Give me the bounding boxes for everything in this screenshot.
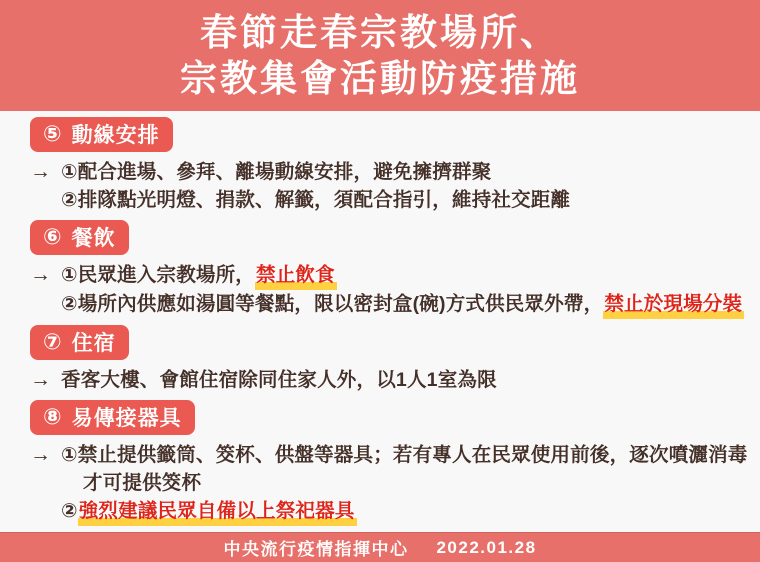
item-text: ①禁止提供籤筒、筊杯、供盤等器具；若有專人在民眾使用前後，逐次噴灑消毒 [61, 444, 748, 466]
arrow-icon: → [30, 443, 52, 466]
item-text: 才可提供筊杯 [83, 472, 202, 494]
list-item [30, 290, 748, 319]
item-text: 香客大樓、會館住宿除同住家人外，以1人1室為限 [61, 369, 497, 391]
footer-organization: 中央流行疫情指揮中心 [223, 540, 409, 559]
section-number: ⑦ [43, 329, 63, 354]
list-item [30, 261, 748, 290]
arrow-icon: → [30, 263, 52, 286]
section-title: 動線安排 [71, 124, 160, 147]
poster-body [0, 111, 760, 532]
item-text: ②場所內供應如湯圓等餐點，限以密封盒(碗)方式供民眾外帶， [61, 293, 604, 315]
section-number: ⑧ [43, 404, 63, 429]
list-item [30, 366, 748, 394]
section-badge [30, 117, 173, 152]
section-number: ⑤ [43, 121, 63, 146]
poster-title-line1: 春節走春宗教場所、 [200, 11, 560, 53]
list-item [30, 497, 748, 526]
item-text: ② [61, 500, 78, 522]
item-text: ②排隊點光明燈、捐款、解籤，須配合指引，維持社交距離 [61, 189, 571, 211]
list-item [30, 441, 748, 469]
section-route-arrangement [30, 117, 748, 214]
poster-title-line2: 宗教集會活動防疫措施 [180, 57, 580, 99]
highlighted-text: 強烈建議民眾自備以上祭祀器具 [78, 497, 357, 526]
section-number: ⑥ [43, 224, 63, 249]
section-title: 住宿 [71, 332, 116, 355]
item-text: ①配合進場、參拜、離場動線安排，避免擁擠群聚 [61, 161, 492, 183]
list-item [30, 158, 748, 186]
highlighted-text: 禁止飲食 [255, 261, 337, 290]
section-badge [30, 325, 129, 360]
section-title: 餐飲 [71, 227, 116, 250]
list-item [30, 186, 748, 214]
arrow-icon: → [30, 160, 52, 183]
list-item [30, 469, 748, 497]
section-shared-implements [30, 400, 748, 526]
section-badge [30, 400, 195, 435]
header-banner [0, 0, 760, 111]
section-badge [30, 220, 129, 255]
highlighted-text: 禁止於現場分裝 [603, 290, 744, 319]
section-title: 易傳接器具 [71, 407, 182, 430]
section-lodging [30, 325, 748, 394]
footer-date: 2022.01.28 [436, 537, 537, 557]
arrow-icon: → [30, 368, 52, 391]
footer-bar [0, 532, 760, 562]
item-text: ①民眾進入宗教場所， [61, 264, 256, 286]
section-dining [30, 220, 748, 319]
